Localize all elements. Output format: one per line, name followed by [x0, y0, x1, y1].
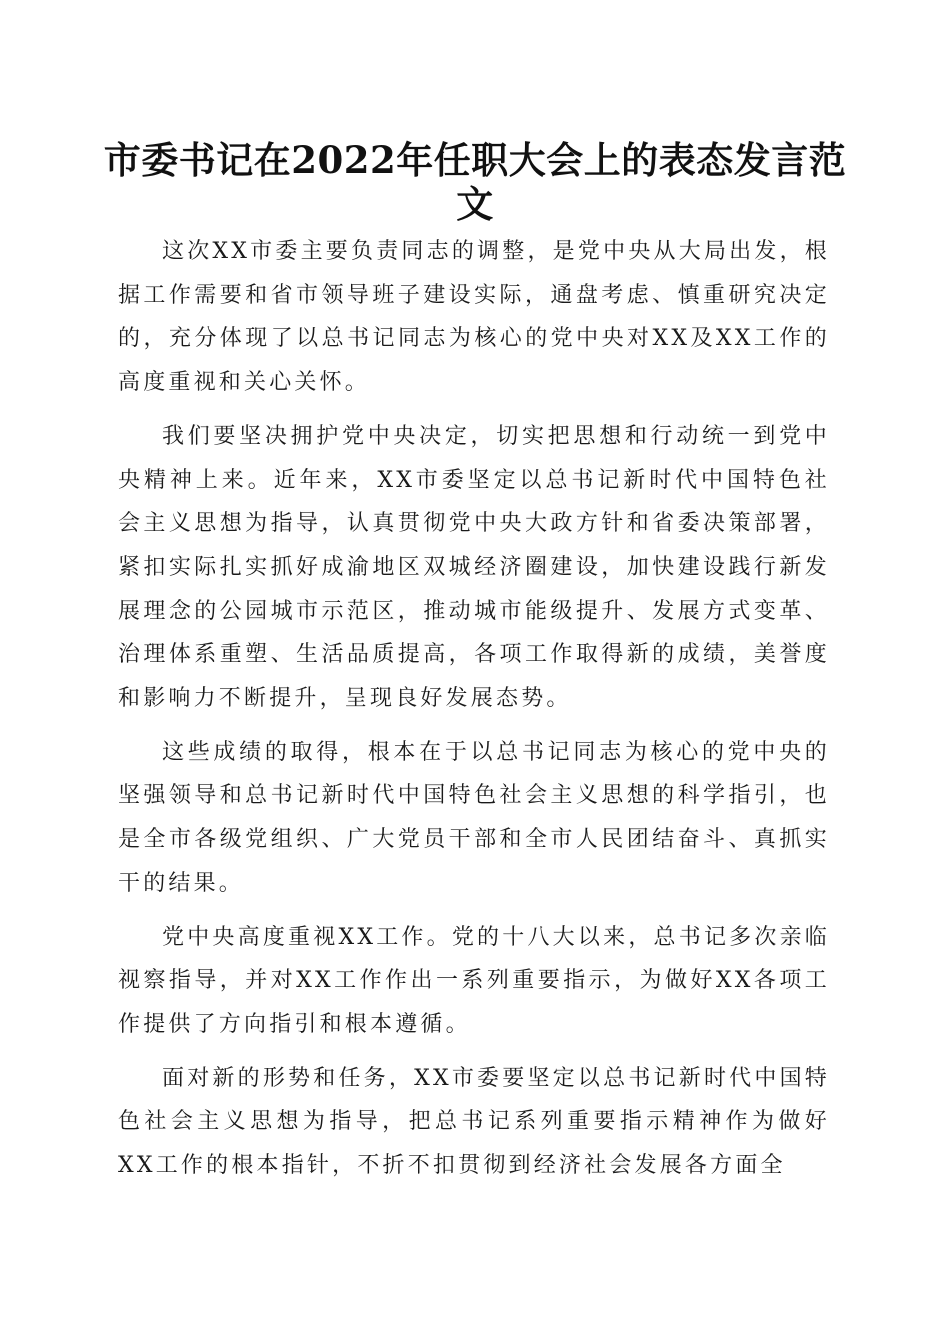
document-title: 市委书记在2022年任职大会上的表态发言范文	[103, 138, 847, 226]
paragraph-4: 党中央高度重视XX工作。党的十八大以来，总书记多次亲临视察指导，并对XX工作作出一系列重要指示，为做好XX各项工作提供了方向指引和根本遵循。	[118, 924, 830, 1037]
paragraph-3: 这些成绩的取得，根本在于以总书记同志为核心的党中央的坚强领导和总书记新时代中国特色社会主义思想的科学指引，也是全市各级党组织、广大党员干部和全市人民团结奋斗、真抓实干的结果。	[118, 739, 830, 896]
document-body	[118, 230, 830, 1198]
paragraph-5: 面对新的形势和任务，XX市委要坚定以总书记新时代中国特色社会主义思想为指导，把总书记系列重要指示精神作为做好XX工作的根本指针，不折不扣贯彻到经济社会发展各方面全	[118, 1065, 830, 1179]
paragraph-1: 这次XX市委主要负责同志的调整，是党中央从大局出发，根据工作需要和省市领导班子建设实际，通盘考虑、慎重研究决定的，充分体现了以总书记同志为核心的党中央对XX及XX工作的高度重视和关心关怀。	[118, 239, 830, 396]
paragraph-2: 我们要坚决拥护党中央决定，切实把思想和行动统一到党中央精神上来。近年来，XX市委坚定以总书记新时代中国特色社会主义思想为指导，认真贯彻党中央大政方针和省委决策部署，紧扣实际扎实抓好成渝地区双城经济圈建设，加快建设践行新发展理念的公园城市示范区，推动城市能级提升、发展方式变革、治理体系重塑、生活品质提高，各项工作取得新的成绩，美誉度和影响力不断提升，呈现良好发展态势。	[118, 423, 830, 712]
